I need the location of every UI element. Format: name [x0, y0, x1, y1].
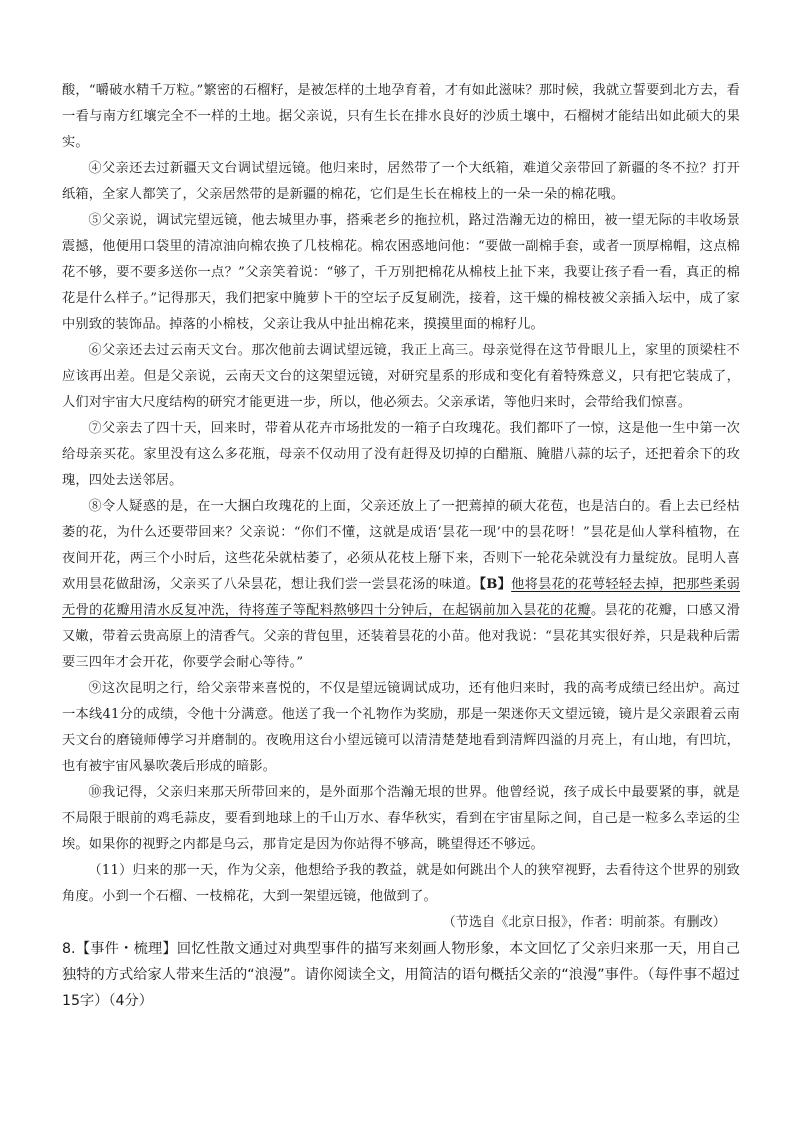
paragraph-8: [62, 494, 740, 676]
paragraph-4: ④父亲还去过新疆天文台调试望远镜。他归来时，居然带了一个大纸箱，难道父亲带回了新疆的冬不拉？打开纸箱，全家人都笑了，父亲居然带的是新疆的棉花，它们是生长在棉枝上的一朵一朵的棉花哦。: [62, 161, 740, 202]
reading-passage: [62, 78, 740, 1014]
paragraph-7: ⑦父亲去了四十天，回来时，带着从花卉市场批发的一箱子白玫瑰花。我们都吓了一惊，这是他一生中第一次给母亲买花。家里没有这么多花瓶，母亲不仅动用了没有赶得及切掉的白醋瓶、腌腊八蒜的坛子，还把着余下的玫瑰，四处去送邻居。: [62, 421, 740, 488]
paragraph-8-text: ⑧令人疑惑的是，在一大捆白玫瑰花的上面，父亲还放上了一把蔫掉的硕大花苞，也是洁白的。看上去已经枯萎的花，为什么还要带回来？父亲说：“你们不懂，这就是成语‘昙花一现’中的昙花呀！”昙花是仙人掌科植物，在夜间开花，两三个小时后，这些花朵就枯萎了，必须从花枝上掰下来，否则下一轮花朵就没有力量绽放。昆明人喜欢用昙花做甜汤，父亲买了八朵昙花，想让我们尝一尝昙花汤的味道。: [62, 499, 740, 592]
paragraph-10: ⑩我记得，父亲归来那天所带回来的，是外面那个浩瀚无垠的世界。他曾经说，孩子成长中最要紧的事，就是不局限于眼前的鸡毛蒜皮，要看到地球上的千山万水、春华秋实，看到在宇宙星际之间，自己是一粒多么幸运的尘埃。如果你的视野之内都是乌云，那肯定是因为你站得不够高，眺望得还不够远。: [62, 785, 740, 852]
question-text: 回忆性散文通过对典型事件的描写来刻画人物形象，本文回忆了父亲归来那一天，用自己独特的方式给家人带来生活的“浪漫”。请你阅读全文，用简洁的语句概括父亲的“浪漫”事件。（每件事不超过15字）（4分）: [62, 941, 740, 1009]
paragraph-5: ⑤父亲说，调试完望远镜，他去城里办事，搭乘老乡的拖拉机，路过浩瀚无边的棉田，被一望无际的丰收场景震撼，他便用口袋里的清凉油向棉农换了几枝棉花。棉农困惑地问他：“要做一副棉手套，或者一顶厚棉帽，这点棉花不够，要不要多送你一点？”父亲笑着说：“够了，千万别把棉花从棉枝上扯下来，我要让孩子看一看，真正的棉花是什么样子。”记得那天，我们把家中腌萝卜干的空坛子反复刷洗，接着，这干燥的棉枝被父亲插入坛中，成了家中别致的装饰品。掉落的小棉枝，父亲让我从中扯出棉花来，摸摸里面的棉籽儿。: [62, 213, 740, 332]
source-citation: （节选自《北京日报》，作者：明前茶。有删改）: [442, 915, 726, 930]
question-8: [62, 936, 740, 1014]
underlined-sentence-b: 他将昙花的花萼轻轻去掉，把那些柔弱无骨的花瓣用清水反复冲洗，待将莲子等配料熬够四十分钟后，在起锅前加入昙花的花瓣: [62, 577, 740, 618]
paragraph-continued: 酸，“嚼破水精千万粒。”繁密的石榴籽，是被怎样的土地孕育着，才有如此滋味？那时候，我就立誓要到北方去，看一看与南方红壤完全不一样的土地。据父亲说，只有生长在排水良好的沙质土壤中，石榴树才能结出如此硕大的果实。: [62, 83, 740, 150]
marker-b: 【B】: [479, 577, 512, 592]
question-tag: 【事件・梳理】: [75, 941, 177, 957]
paragraph-6: ⑥父亲还去过云南天文台。那次他前去调试望远镜，我正上高三。母亲觉得在这节骨眼儿上，家里的顶梁柱不应该再出差。但是父亲说，云南天文台的这架望远镜，对研究星系的形成和变化有着特殊意义，只有把它装成了，人们对宇宙大尺度结构的研究才能更进一步，所以，他必须去。父亲承诺，等他归来时，会带给我们惊喜。: [62, 343, 740, 410]
paragraph-11: （11）归来的那一天，作为父亲，他想给予我的教益，就是如何跳出个人的狭窄视野，去看待这个世界的别致角度。小到一个石榴、一枝棉花，大到一架望远镜，他做到了。: [62, 863, 740, 904]
paragraph-9: ⑨这次昆明之行，给父亲带来喜悦的，不仅是望远镜调试成功，还有他归来时，我的高考成绩已经出炉。高过一本线41分的成绩，令他十分满意。他送了我一个礼物作为奖励，那是一架迷你天文望远镜，镜片是父亲跟着云南天文台的磨镜师傅学习并磨制的。夜晚用这台小望远镜可以清清楚楚地看到清辉四溢的月亮上，有山地，有凹坑，也有被宇宙风暴吹袭后形成的暗影。: [62, 681, 740, 774]
question-number: 8.: [62, 941, 76, 957]
paragraph-8-end: 。昙花的花瓣，口感又滑又嫩，带着云贵高原上的清香气。父亲的背包里，还装着昙花的小苗。他对我说：“昙花其实很好养，只是栽种后需要三四年才会开花，你要学会耐心等待。”: [62, 603, 741, 670]
